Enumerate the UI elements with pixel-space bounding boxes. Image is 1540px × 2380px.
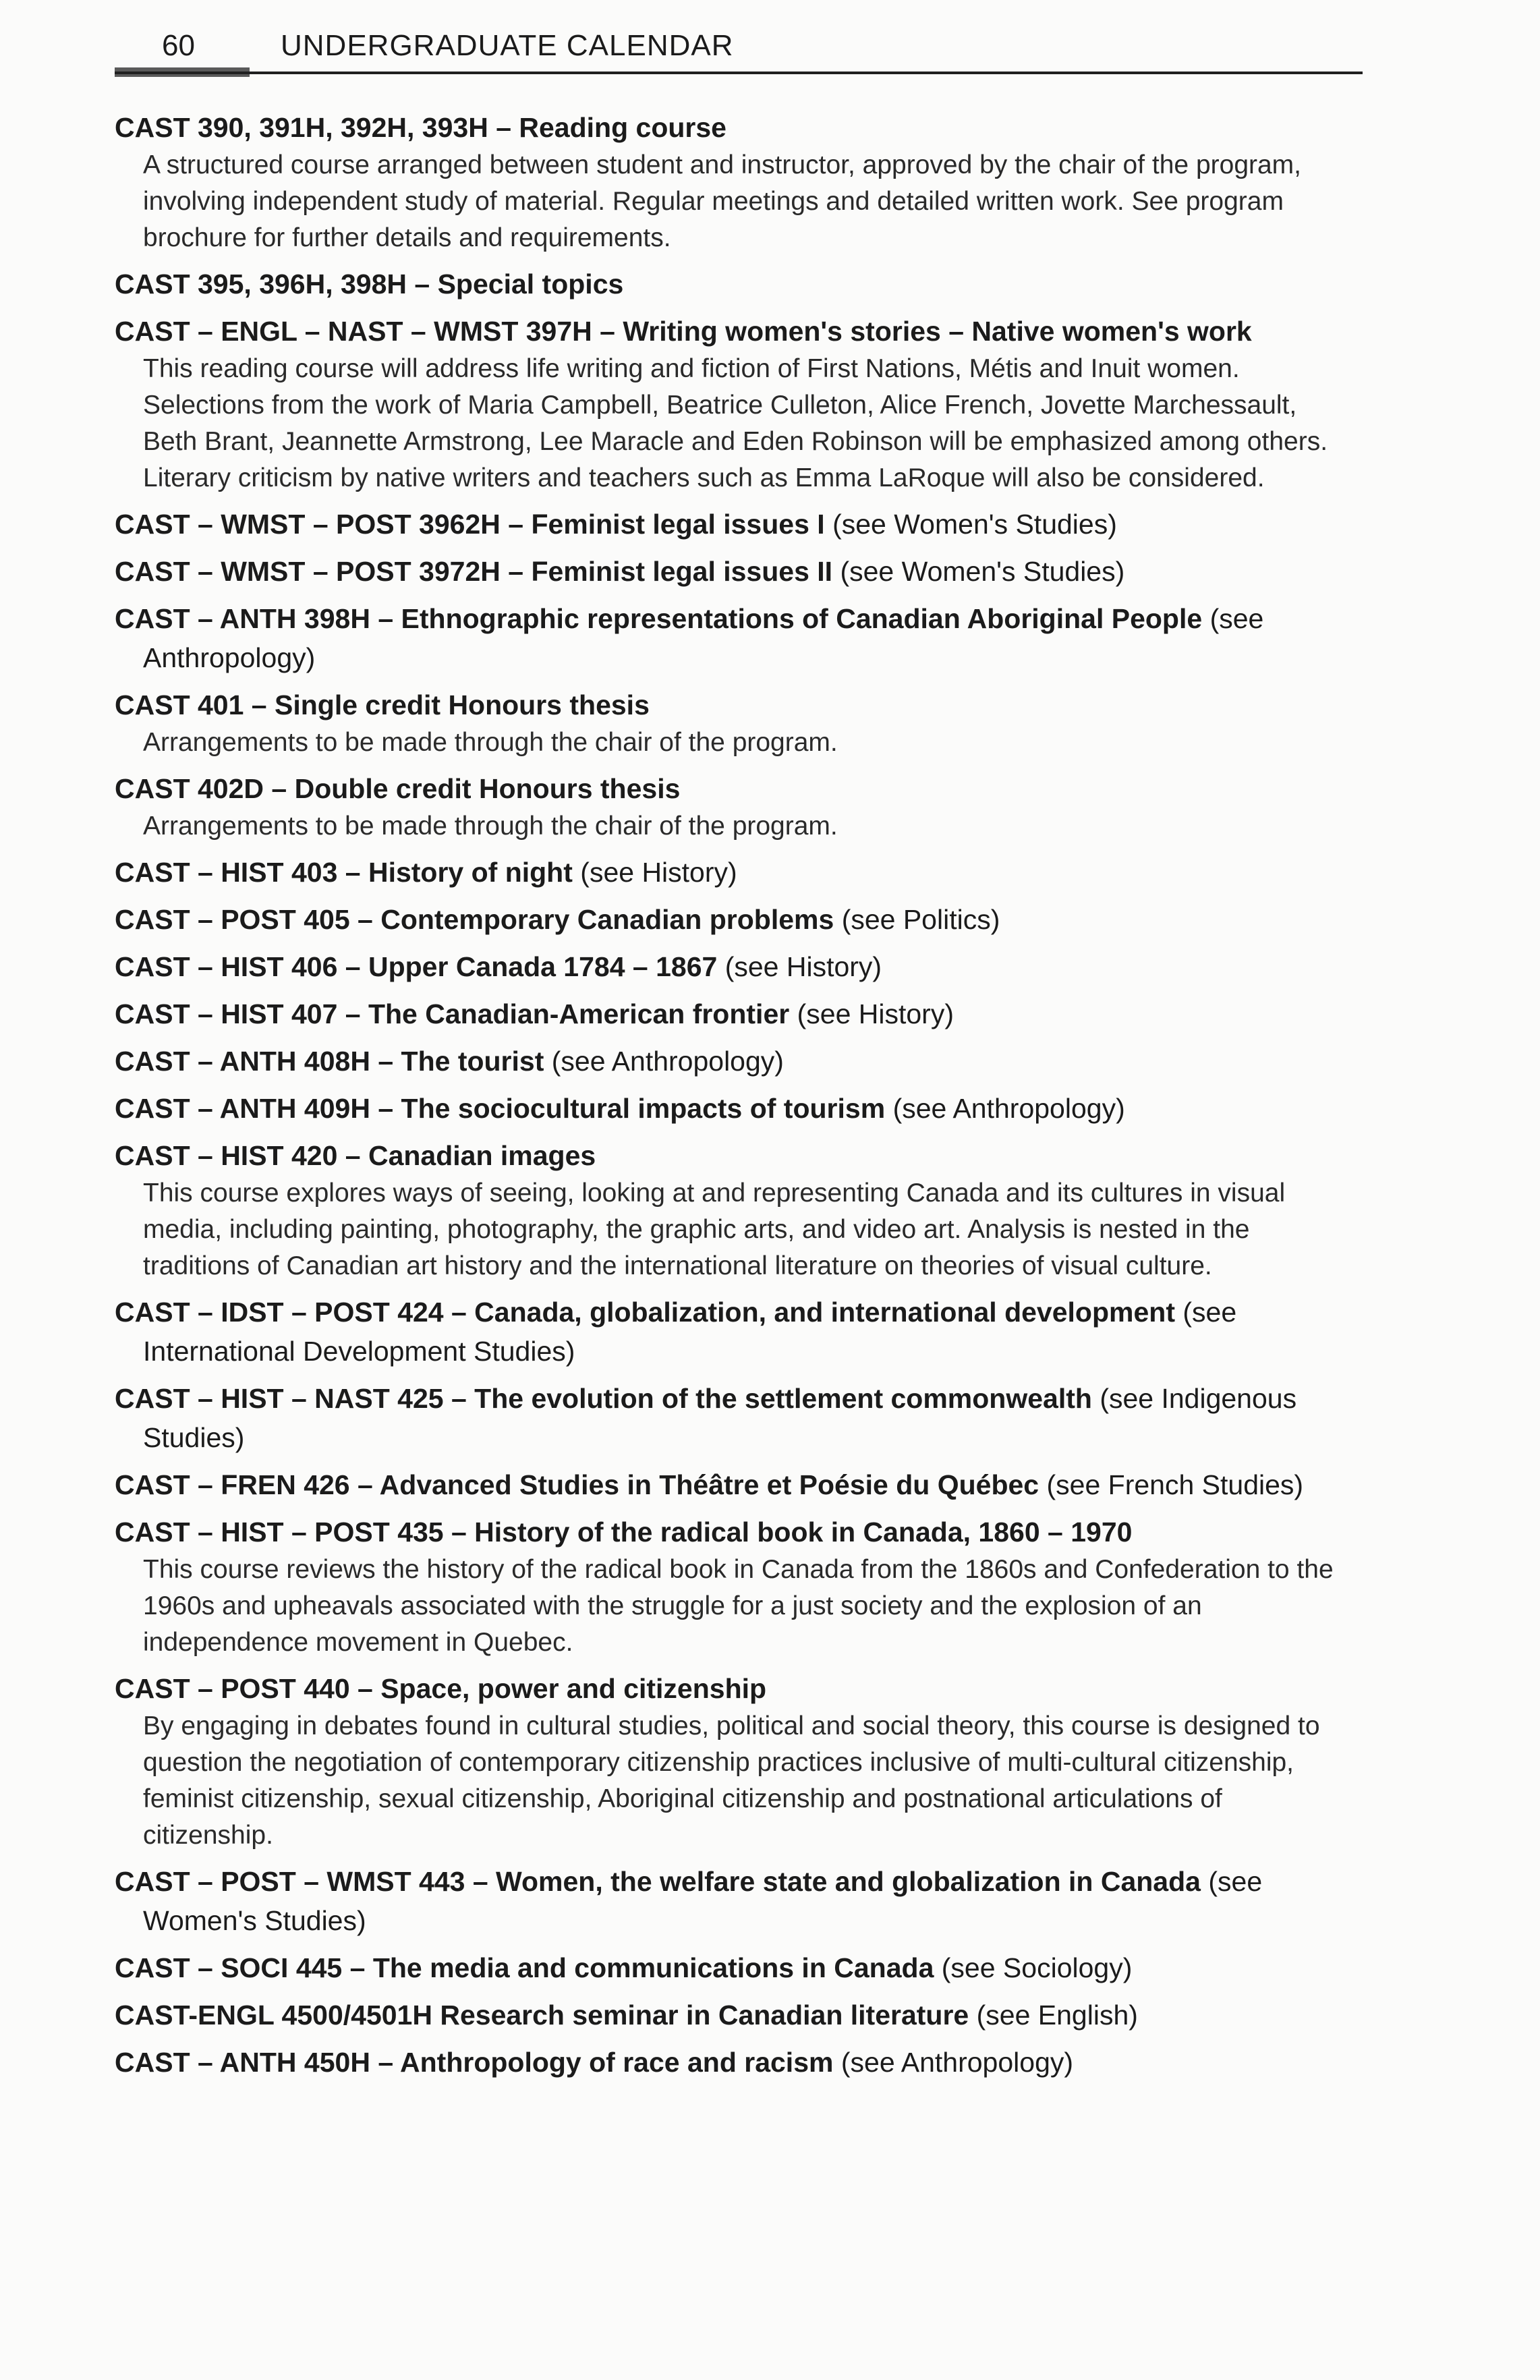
course-entry	[115, 1669, 1356, 1854]
course-entry	[115, 1136, 1356, 1284]
course-heading	[115, 1089, 1356, 1128]
course-heading	[115, 769, 1356, 808]
course-heading	[115, 312, 1356, 351]
course-heading	[115, 552, 1356, 591]
course-title: CAST – WMST – POST 3962H – Feminist legal issues I	[115, 509, 825, 540]
course-heading	[115, 853, 1356, 892]
course-cross-reference: (see Women's Studies)	[832, 509, 1117, 540]
course-heading	[115, 2043, 1356, 2082]
course-title: CAST – ENGL – NAST – WMST 397H – Writing women's stories – Native women's work	[115, 316, 1252, 347]
course-entry	[115, 599, 1356, 677]
course-heading	[115, 685, 1356, 725]
course-heading	[115, 108, 1356, 147]
course-cross-reference: (see International Development Studies)	[143, 1297, 1237, 1367]
course-description: A structured course arranged between student and instructor, approved by the chair of the program, involving independent study of material. Regular meetings and detailed written work. See program brochure for further details and requirements.	[143, 150, 1302, 252]
course-cross-reference: (see History)	[797, 998, 954, 1029]
course-cross-reference: (see English)	[976, 2000, 1138, 2031]
course-title: CAST 390, 391H, 392H, 393H – Reading course	[115, 112, 726, 143]
course-title: CAST – POST – WMST 443 – Women, the welfare state and globalization in Canada	[115, 1866, 1201, 1897]
course-heading	[115, 1862, 1356, 1940]
course-entry	[115, 853, 1356, 892]
course-heading	[115, 505, 1356, 544]
course-title: CAST – HIST 407 – The Canadian-American frontier	[115, 998, 790, 1029]
course-heading	[115, 1136, 1356, 1175]
course-entry	[115, 769, 1356, 845]
course-entry	[115, 1379, 1356, 1457]
course-description: By engaging in debates found in cultural studies, political and social theory, this course is designed to question the negotiation of contemporary citizenship practices inclusive of multi-cultural citizenship, feminist citizenship, sexual citizenship, Aboriginal citizenship and postnational articulations of citizenship.	[143, 1711, 1320, 1850]
course-title: CAST 402D – Double credit Honours thesis	[115, 773, 681, 804]
course-heading	[115, 1512, 1356, 1552]
course-cross-reference: (see History)	[724, 951, 882, 982]
course-cross-reference: (see Women's Studies)	[840, 556, 1125, 587]
course-title: CAST – HIST – NAST 425 – The evolution of the settlement commonwealth	[115, 1383, 1092, 1414]
course-title: CAST – ANTH 450H – Anthropology of race and racism	[115, 2047, 834, 2078]
course-entry	[115, 264, 1356, 304]
course-entry	[115, 900, 1356, 939]
course-title: CAST – ANTH 409H – The sociocultural impacts of tourism	[115, 1093, 886, 1124]
course-cross-reference: (see Indigenous Studies)	[143, 1383, 1297, 1453]
course-entry	[115, 2043, 1356, 2082]
course-title: CAST – ANTH 408H – The tourist	[115, 1046, 544, 1077]
course-heading	[115, 1669, 1356, 1708]
course-heading	[115, 947, 1356, 986]
course-title: CAST – SOCI 445 – The media and communications in Canada	[115, 1952, 934, 1983]
course-title: CAST – FREN 426 – Advanced Studies in Théâtre et Poésie du Québec	[115, 1469, 1039, 1500]
course-title: CAST – IDST – POST 424 – Canada, globalization, and international development	[115, 1297, 1175, 1328]
course-cross-reference: (see Politics)	[841, 904, 1000, 935]
course-title: CAST – ANTH 398H – Ethnographic representations of Canadian Aboriginal People	[115, 603, 1203, 634]
course-description: This reading course will address life writing and fiction of First Nations, Métis and Inuit women. Selections from the work of Maria Campbell, Beatrice Culleton, Alice French, Jovette Marchessault, Beth Brant, Jeannette Armstrong, Lee Maracle and Eden Robinson will be emphasized among others. Literary criticism by native writers and teachers such as Emma LaRoque will also be considered.	[143, 354, 1328, 492]
course-entry	[115, 685, 1356, 761]
page-number: 60	[162, 29, 195, 62]
course-entry	[115, 1042, 1356, 1081]
course-entry	[115, 1293, 1356, 1371]
course-heading	[115, 1042, 1356, 1081]
course-entry	[115, 994, 1356, 1033]
course-entry	[115, 1465, 1356, 1504]
course-cross-reference: (see Anthropology)	[840, 2047, 1074, 2078]
course-description: This course explores ways of seeing, looking at and representing Canada and its cultures in visual media, including painting, photography, the graphic arts, and video art. Analysis is nested in the traditions of Canadian art history and the international literature on theories of visual culture.	[143, 1179, 1286, 1280]
course-entry	[115, 1948, 1356, 1987]
page-header	[115, 27, 1363, 81]
course-description: This course reviews the history of the radical book in Canada from the 1860s and Confederation to the 1960s and upheavals associated with the struggle for a just society and the explosion of an independence movement in Quebec.	[143, 1555, 1334, 1657]
course-title: CAST – WMST – POST 3972H – Feminist legal issues II	[115, 556, 833, 587]
course-entry	[115, 1089, 1356, 1128]
course-heading	[115, 900, 1356, 939]
course-entry	[115, 312, 1356, 497]
course-cross-reference: (see Anthropology)	[551, 1046, 784, 1077]
course-entry	[115, 552, 1356, 591]
course-heading	[115, 1379, 1356, 1457]
course-title: CAST – HIST 406 – Upper Canada 1784 – 1867	[115, 951, 718, 982]
header-rule	[115, 72, 1363, 74]
course-entry	[115, 1862, 1356, 1940]
course-cross-reference: (see Sociology)	[941, 1952, 1133, 1983]
running-title: UNDERGRADUATE CALENDAR	[281, 29, 734, 62]
course-cross-reference: (see Anthropology)	[143, 603, 1264, 673]
course-title: CAST – HIST – POST 435 – History of the radical book in Canada, 1860 – 1970	[115, 1517, 1133, 1548]
course-title: CAST-ENGL 4500/4501H Research seminar in Canadian literature	[115, 2000, 969, 2031]
course-title: CAST – POST 440 – Space, power and citizenship	[115, 1673, 767, 1704]
course-title: CAST 401 – Single credit Honours thesis	[115, 689, 650, 720]
course-cross-reference: (see History)	[580, 857, 737, 888]
course-cross-reference: (see Women's Studies)	[143, 1866, 1263, 1936]
course-entry	[115, 947, 1356, 986]
course-title: CAST 395, 396H, 398H – Special topics	[115, 268, 624, 300]
course-title: CAST – POST 405 – Contemporary Canadian problems	[115, 904, 834, 935]
course-cross-reference: (see French Studies)	[1046, 1469, 1304, 1500]
course-entry	[115, 505, 1356, 544]
course-entry	[115, 108, 1356, 256]
course-heading	[115, 264, 1356, 304]
course-heading	[115, 1948, 1356, 1987]
course-heading	[115, 599, 1356, 677]
course-entry	[115, 1512, 1356, 1661]
course-title: CAST – HIST 403 – History of night	[115, 857, 573, 888]
course-title: CAST – HIST 420 – Canadian images	[115, 1140, 596, 1171]
course-heading	[115, 1465, 1356, 1504]
course-heading	[115, 994, 1356, 1033]
course-cross-reference: (see Anthropology)	[892, 1093, 1125, 1124]
course-entry	[115, 1995, 1356, 2035]
course-heading	[115, 1995, 1356, 2035]
course-description: Arrangements to be made through the chair of the program.	[143, 728, 838, 757]
course-description: Arrangements to be made through the chair of the program.	[143, 812, 838, 841]
course-heading	[115, 1293, 1356, 1371]
course-list	[115, 108, 1356, 2090]
